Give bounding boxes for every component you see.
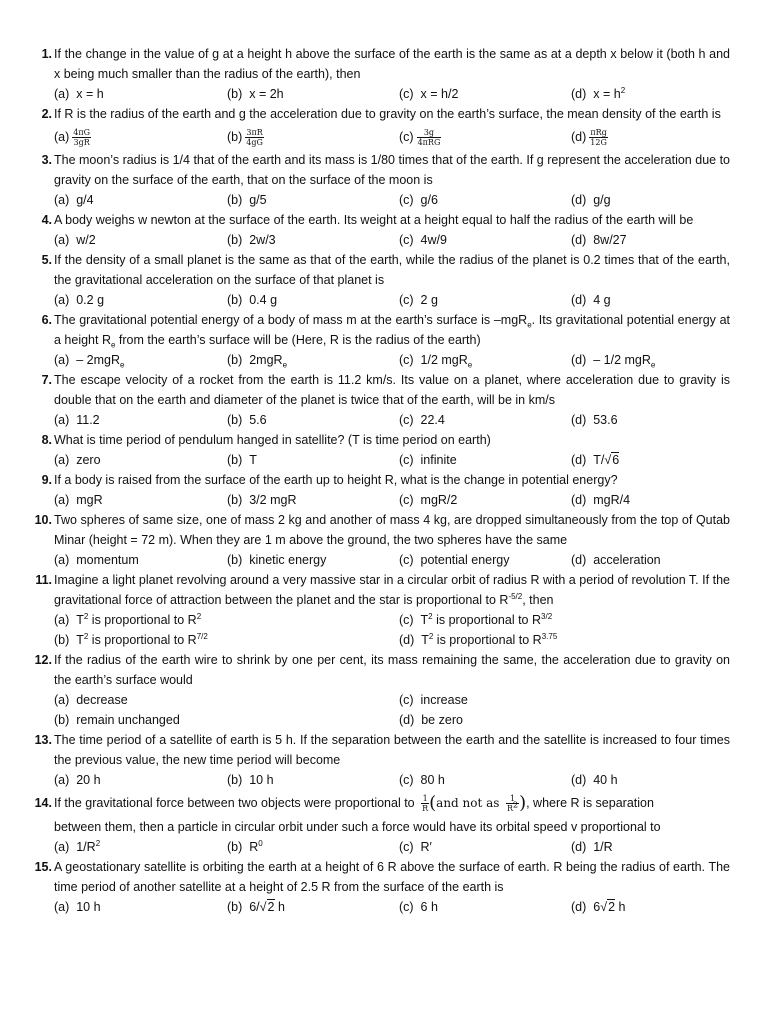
question-text: A geostationary satellite is orbiting the earth at a height of 6 R above the surface of earth. R being the radius of earth. The time period of another satellite at a height of 2.5 R from the surface of the earth is xyxy=(54,859,730,894)
option-a[interactable]: (a) momentum xyxy=(54,553,139,567)
question-text: If the radius of the earth wire to shrink by one per cent, its mass remaining the same, the acceleration due to gravity on the earth’s surface would xyxy=(54,653,730,687)
question-14 xyxy=(34,790,730,857)
question-text: Two spheres of same size, one of mass 2 kg and another of mass 4 kg, are dropped simultaneously from the top of Qutab Minar (height = 72 m). When they are 1 m above the ground, the two spheres have the same xyxy=(54,513,730,547)
option-d[interactable]: (d) T/√6 xyxy=(571,453,620,467)
option-a[interactable]: (a) 11.2 xyxy=(54,413,100,427)
question-text: The escape velocity of a rocket from the earth is 11.2 km/s. Its value on a planet, where acceleration due to gravity is double that on the earth and diameter of the planet is twice that of the earth, will be in km/s xyxy=(54,373,730,407)
option-c[interactable]: (c) infinite xyxy=(399,453,457,467)
option-a[interactable]: (a) $T^2$ is proportional to $R^2$ xyxy=(54,611,202,627)
options-row xyxy=(54,610,730,630)
options-row xyxy=(54,190,730,210)
option-b[interactable]: (b) 10 h xyxy=(227,773,274,787)
option-b[interactable]: (b) $T^2$ is proportional to $R^{7/2}$ xyxy=(54,631,208,647)
options-row xyxy=(54,770,730,790)
question-10 xyxy=(34,510,730,570)
question-text: The time period of a satellite of earth is 5 h. If the separation between the earth and the satellite is increased to four times the previous value, the new time period will become xyxy=(54,733,730,767)
option-d[interactable]: (d) $x = h^2$ xyxy=(571,85,626,101)
question-text: The moon’s radius is 1/4 that of the earth and its mass is 1/80 times that of the earth. If g represent the acceleration due to gravity on the surface of the earth, that on the surface of the moon is xyxy=(54,153,730,187)
question-number: 4. xyxy=(41,213,52,227)
question-number: 12. xyxy=(34,653,52,667)
option-d[interactable]: (d) 1/R xyxy=(571,839,613,854)
question-5 xyxy=(41,250,730,310)
question-2 xyxy=(41,104,730,150)
option-c[interactable]: (c) increase xyxy=(399,693,468,707)
options-row xyxy=(54,124,730,150)
option-b[interactable]: (b) 5.6 xyxy=(227,413,267,427)
option-d[interactable]: (d) 40 h xyxy=(571,773,618,787)
question-7 xyxy=(41,370,730,430)
options-row xyxy=(54,84,730,104)
option-c[interactable]: (c) 80 h xyxy=(399,773,445,787)
question-number: 8. xyxy=(41,433,52,447)
option-a[interactable]: (a) – 2mgR$_e$ xyxy=(54,353,125,370)
question-15 xyxy=(34,857,730,917)
question-number: 15. xyxy=(34,859,52,874)
option-b[interactable]: (b) $\frac{3\pi R}{4gG}$ xyxy=(227,128,263,148)
option-c[interactable]: (c) mgR/2 xyxy=(399,493,458,507)
option-b[interactable]: (b) T xyxy=(227,453,257,467)
question-text: What is time period of pendulum hanged in satellite? (T is time period on earth) xyxy=(54,433,491,447)
question-number: 11. xyxy=(35,573,52,587)
options-row xyxy=(54,230,730,250)
option-a[interactable]: (a) x = h xyxy=(54,87,104,101)
option-b[interactable]: (b) 6/√2 h xyxy=(227,899,285,914)
options-row xyxy=(54,630,730,650)
option-c[interactable]: (c) 1/2 mgR$_e$ xyxy=(399,353,473,370)
question-text: If the gravitational force between two objects were proportional to $\frac{1}{R}$ (and not as $\frac{1}{R^2}$ ), where R is separation xyxy=(54,792,654,814)
options-row xyxy=(54,410,730,430)
question-11 xyxy=(35,570,730,650)
question-6 xyxy=(41,310,731,370)
option-a[interactable]: (a) mgR xyxy=(54,493,103,507)
option-c[interactable]: (c) 2 g xyxy=(399,293,438,307)
sqrt-icon: √ xyxy=(259,899,267,914)
option-c[interactable]: (c) R′ xyxy=(399,839,432,854)
question-3 xyxy=(41,150,730,210)
option-a[interactable]: (a) 20 h xyxy=(54,773,101,787)
option-d[interactable]: (d) 53.6 xyxy=(571,413,618,427)
question-number: 1. xyxy=(41,47,52,61)
question-text: between them, then a particle in circular orbit under such a force would have its orbital speed v proportional to xyxy=(54,819,661,834)
question-number: 14. xyxy=(34,796,52,810)
options-row xyxy=(54,710,730,730)
option-a[interactable]: (a) g/4 xyxy=(54,193,94,207)
option-c[interactable]: (c) potential energy xyxy=(399,553,510,567)
options-row xyxy=(54,290,730,310)
question-number: 13. xyxy=(34,733,52,747)
option-b[interactable]: (b) kinetic energy xyxy=(227,553,327,567)
question-4 xyxy=(41,210,730,250)
question-text: A body weighs w newton at the surface of the earth. Its weight at a height equal to half the radius of the earth will be xyxy=(54,213,694,227)
question-8 xyxy=(41,430,730,470)
question-text: If R is the radius of the earth and g the acceleration due to gravity on the earth’s surface, the mean density of the earth is xyxy=(54,107,721,121)
fraction: $\frac{1}{R}$ xyxy=(422,794,429,814)
options-row xyxy=(54,350,730,370)
option-a[interactable]: (a) $\frac{4\pi G}{3gR}$ xyxy=(54,128,91,148)
option-d[interactable]: (d) g/g xyxy=(571,193,611,207)
option-d[interactable]: (d) be zero xyxy=(399,713,463,727)
option-d[interactable]: (d) mgR/4 xyxy=(571,493,631,507)
fraction: $\frac{3\pi R}{4gG}$ xyxy=(246,128,263,148)
fraction: $\frac{\text{πRg}}{12G}$ xyxy=(590,128,607,148)
question-sheet xyxy=(0,44,768,917)
option-b[interactable]: (b) 3/2 mgR xyxy=(227,493,297,507)
option-d[interactable]: (d) 8w/27 xyxy=(571,233,627,247)
options-row xyxy=(54,490,730,510)
option-a[interactable]: (a) 10 h xyxy=(54,899,101,914)
question-text: If the density of a small planet is the same as that of the earth, while the radius of the planet is 0.2 times that of the earth, the gravitational acceleration on the surface of that planet is xyxy=(54,253,730,287)
question-12 xyxy=(34,650,730,730)
option-c[interactable]: (c) $\frac{3g}{\text{4πRG}}$ xyxy=(399,128,441,148)
question-number: 5. xyxy=(41,253,52,267)
question-13 xyxy=(34,730,730,790)
fraction: $\frac{4\pi G}{3gR}$ xyxy=(73,128,91,148)
option-a[interactable]: (a) zero xyxy=(54,453,101,467)
option-b[interactable]: (b) x = 2h xyxy=(227,87,284,101)
question-text: The gravitational potential energy of a body of mass m at the earth’s surface is –mgR$_e$. Its gravitational potential energy at a height $R_e$ from the earth’s surface will be (Here, R is the radius of the earth) xyxy=(54,313,731,350)
options-row xyxy=(54,690,730,710)
question-number: 10. xyxy=(34,513,52,527)
option-d[interactable]: (d) 6√2 h xyxy=(571,899,626,914)
option-a[interactable]: (a) decrease xyxy=(54,693,128,707)
option-a[interactable]: (a) $1/R^2$ xyxy=(54,838,101,854)
option-d[interactable]: (d) $T^2$ is proportional to $R^{3.75}$ xyxy=(399,631,558,647)
option-d[interactable]: (d) 4 g xyxy=(571,293,611,307)
option-a[interactable]: (a) 0.2 g xyxy=(54,293,105,307)
option-b[interactable]: (b) g/5 xyxy=(227,193,267,207)
option-d[interactable]: (d) $\frac{\text{πRg}}{12G}$ xyxy=(571,128,607,148)
options-row xyxy=(54,450,730,470)
option-b[interactable]: (b) remain unchanged xyxy=(54,713,180,727)
option-b[interactable]: (b) 2w/3 xyxy=(227,233,276,247)
options-row xyxy=(54,550,730,570)
sqrt-icon: √ xyxy=(600,899,608,914)
option-c[interactable]: (c) 22.4 xyxy=(399,413,445,427)
option-c[interactable]: (c) 6 h xyxy=(399,899,438,914)
question-number: 6. xyxy=(41,313,52,327)
question-number: 2. xyxy=(41,107,52,121)
options-row xyxy=(54,897,730,917)
question-1 xyxy=(41,44,730,104)
option-c[interactable]: (c) g/6 xyxy=(399,193,438,207)
option-c[interactable]: (c) $T^2$ is proportional to $R^{3/2}$ xyxy=(399,611,553,627)
option-b[interactable]: (b) $R^0$ xyxy=(227,838,263,854)
fraction: $\frac{1}{R^2}$ xyxy=(506,794,519,814)
option-d[interactable]: (d) acceleration xyxy=(571,553,661,567)
option-c[interactable]: (c) x = h/2 xyxy=(399,87,459,101)
question-text: Imagine a light planet revolving around a very massive star in a circular orbit of radius R with a period of revolution T. If the gravitational force of attraction between the planet and the star is proportional to $R^{-5/2}$, then xyxy=(54,573,730,607)
question-9 xyxy=(41,470,730,510)
fraction: $\frac{3g}{\text{4πRG}}$ xyxy=(417,128,441,148)
question-number: 9. xyxy=(41,473,52,487)
options-row xyxy=(54,837,730,857)
option-a[interactable]: (a) w/2 xyxy=(54,233,96,247)
option-c[interactable]: (c) 4w/9 xyxy=(399,233,447,247)
option-b[interactable]: (b) 0.4 g xyxy=(227,293,278,307)
option-d[interactable]: (d) – 1/2 mgR$_e$ xyxy=(571,353,656,370)
question-number: 7. xyxy=(41,373,52,387)
question-number: 3. xyxy=(41,153,52,167)
sqrt-icon: √ xyxy=(604,453,612,467)
question-text: If the change in the value of g at a height h above the surface of the earth is the same as at a depth x below it (both h and x being much smaller than the radius of the earth), then xyxy=(54,47,730,81)
question-text: If a body is raised from the surface of the earth up to height R, what is the change in potential energy? xyxy=(54,473,618,487)
option-b[interactable]: (b) 2mgR$_e$ xyxy=(227,353,288,370)
